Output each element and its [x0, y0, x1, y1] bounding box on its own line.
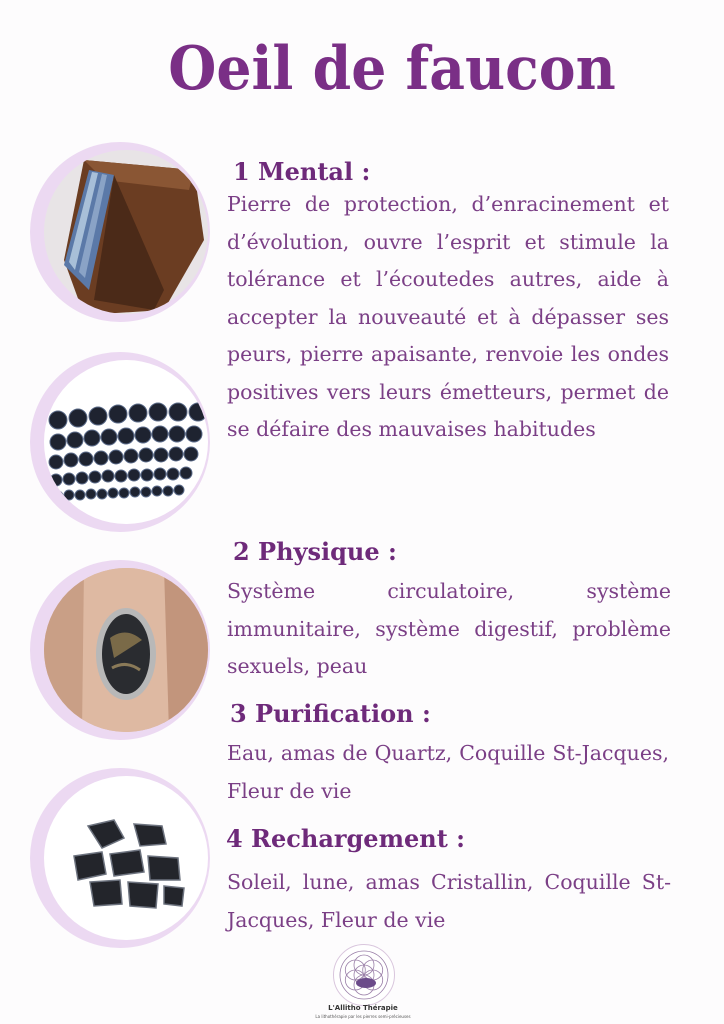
section-text-physique: Système circulatoire, système immunitaire, système digestif, problème sexuels, peau: [227, 579, 671, 678]
page-title: Oeil de faucon: [168, 34, 616, 104]
stone-photo-frame-3: [30, 560, 210, 740]
section-heading-purification: 3 Purification :: [230, 699, 431, 728]
hawk-eye-ring-on-finger-photo: [44, 568, 208, 732]
logo-tagline: La lithothérapie par les pierres semi-précieuses: [315, 1014, 411, 1019]
flower-of-life-logo: [333, 944, 395, 1006]
section-heading-physique: 2 Physique :: [233, 537, 397, 566]
logo-name: L'Allitho Thérapie: [328, 1004, 398, 1012]
hawk-eye-bead-strands-photo: [44, 360, 208, 524]
stone-photo-frame-1: [30, 142, 210, 322]
stone-photo-frame-4: [30, 768, 210, 948]
section-text-rechargement: Soleil, lune, amas Cristallin, Coquille St-Jacques, Fleur de vie: [227, 870, 671, 932]
stone-photo-frame-2: [30, 352, 210, 532]
tumbled-hawk-eye-stones-photo: [44, 776, 208, 940]
raw-hawk-eye-stone-photo: [44, 150, 208, 314]
section-text-mental: Pierre de protection, d’enracinement et d’évolution, ouvre l’esprit et stimule la tolérance et l’écoutedes autres, aide à accepter la nouveauté et à dépasser ses peurs, pierre apaisante, renvoie les ondes positives vers leurs émetteurs, permet de se défaire des mauvaises habitudes: [227, 192, 669, 441]
section-heading-rechargement: 4 Rechargement :: [226, 824, 465, 853]
section-text-purification: Eau, amas de Quartz, Coquille St-Jacques, Fleur de vie: [227, 741, 669, 803]
section-heading-mental: 1 Mental :: [233, 157, 371, 186]
